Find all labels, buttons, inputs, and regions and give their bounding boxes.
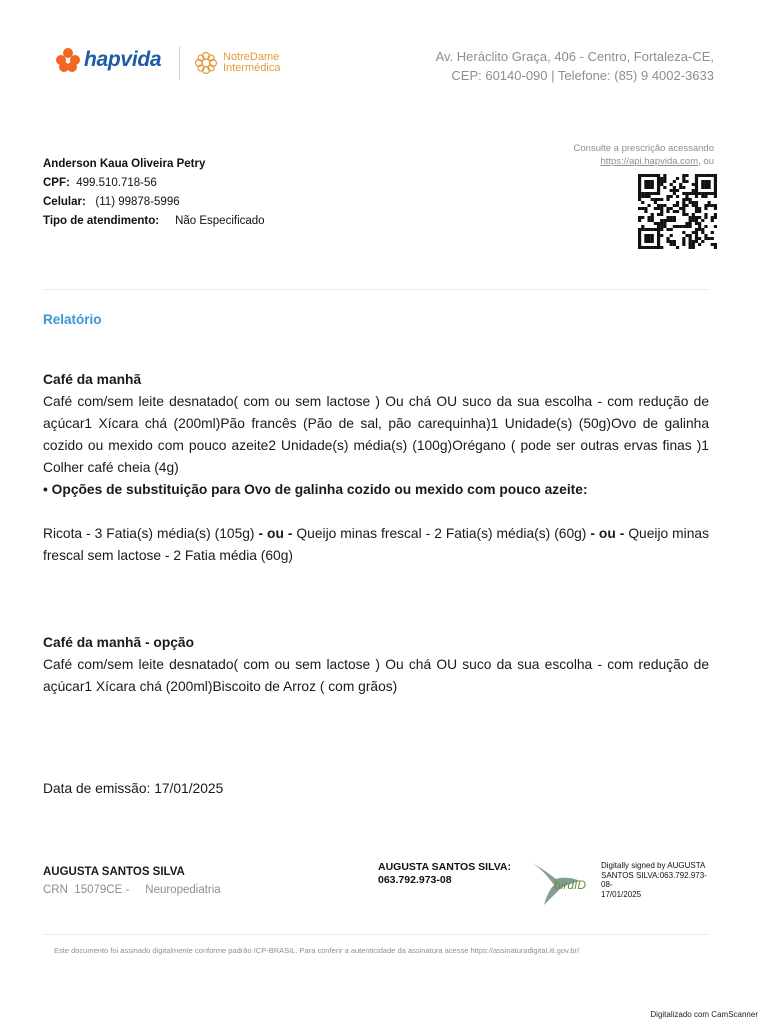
consult-prescription	[574, 143, 714, 168]
notredame-emblem-icon	[193, 50, 219, 76]
patient-phone-row	[43, 193, 265, 212]
attendance-value: Não Especificado	[175, 215, 265, 227]
consult-suffix: ou	[700, 155, 714, 167]
notredame-logo	[193, 50, 280, 76]
or-separator-1: - ou -	[254, 526, 297, 541]
doctor-crn: CRN 15079CE - Neuropediatria	[43, 884, 221, 896]
address-line1: Av. Heráclito Graça, 406 - Centro, Fortaleza-CE,	[435, 49, 714, 64]
digital-line4: 17/01/2025	[601, 889, 642, 899]
patient-info	[43, 155, 265, 231]
hapvida-flower-icon	[56, 48, 80, 72]
or-separator-2: - ou -	[586, 526, 629, 541]
section-title: Relatório	[43, 312, 102, 327]
cpf-value: 499.510.718-56	[76, 177, 157, 189]
qr-code-icon[interactable]	[638, 174, 717, 249]
doctor-info	[43, 866, 221, 896]
hapvida-logo	[56, 48, 161, 72]
address-line2: CEP: 60140-090 | Telefone: (85) 9 4002-3633	[451, 68, 714, 83]
emission-date: Data de emissão: 17/01/2025	[43, 781, 224, 796]
divider-top	[43, 289, 709, 290]
phone-value: (11) 99878-5996	[95, 196, 180, 208]
substitution-option-2: Queijo minas frescal - 2 Fatia(s) média(s) (60g)	[296, 526, 587, 541]
divider-bottom	[43, 934, 709, 935]
birdid-logo	[524, 855, 604, 907]
meal-block-1	[43, 369, 709, 567]
consult-text: Consulte a prescrição acessando	[573, 143, 714, 154]
attendance-label: Tipo de atendimento:	[43, 215, 160, 227]
notredame-line1: NotreDame	[223, 51, 280, 63]
substitution-option-3: Queijo minas frescal sem lactose - 2 Fatia média (60g)	[43, 526, 709, 563]
signature-name-line2: 063.792.973-08	[378, 874, 452, 886]
digital-line2: SANTOS SILVA:063.792.973-	[601, 870, 707, 880]
clinic-address	[436, 47, 714, 85]
digital-line3: 08-	[601, 880, 613, 889]
attendance-row	[43, 212, 265, 231]
meal-block-2	[43, 632, 709, 698]
digital-signature-note	[601, 861, 731, 899]
signature-name	[378, 861, 511, 887]
patient-cpf-row	[43, 174, 265, 193]
scanner-watermark: Digitalizado com CamScanner	[650, 1010, 758, 1019]
meal-1-title: Café da manhã	[43, 372, 142, 387]
birdid-text: birdID	[554, 878, 587, 892]
digital-line1: Digitally signed by AUGUSTA	[601, 861, 706, 870]
phone-label: Celular:	[43, 196, 86, 208]
meal-2-text: Café com/sem leite desnatado( com ou sem lactose ) Ou chá OU suco da sua escolha - com redução de açúcar1 Xícara chá (200ml)Biscoito de Arroz ( com grãos)	[43, 657, 709, 694]
doctor-name: AUGUSTA SANTOS SILVA	[43, 866, 185, 878]
hapvida-wordmark: hapvida	[84, 48, 162, 71]
logo-divider	[179, 46, 180, 80]
meal-1-text: Café com/sem leite desnatado( com ou sem lactose ) Ou chá OU suco da sua escolha - com redução de açúcar1 Xícara chá (200ml)Pão francês (Pão de sal, pão carequinha)1 Unidade(s) (50g)Ovo de galinha cozido ou mexido com pouco azeite2 Unidade(s) média(s) (100g)Orégano ( pode ser outras ervas finas )1 Colher café cheia (4g)	[43, 394, 709, 475]
patient-name: Anderson Kaua Oliveira Petry	[43, 158, 206, 170]
substitution-title: • Opções de substituição para Ovo de galinha cozido ou mexido com pouco azeite:	[43, 482, 588, 497]
signature-name-line1: AUGUSTA SANTOS SILVA:	[378, 861, 512, 873]
footer-note: Este documento foi assinado digitalmente conforme padrão ICP-BRASIL. Para conferir a autenticidade da assinatura acesse https://assinaturadigital.iti.gov.br/	[54, 946, 580, 955]
cpf-label: CPF:	[43, 177, 70, 189]
substitution-option-1: Ricota - 3 Fatia(s) média(s) (105g)	[43, 526, 255, 541]
substitution-options	[43, 523, 709, 567]
meal-2-title: Café da manhã - opção	[43, 635, 195, 650]
notredame-line2: Intermédica	[223, 62, 281, 74]
consult-link[interactable]: https://api.hapvida.com,	[600, 155, 701, 167]
